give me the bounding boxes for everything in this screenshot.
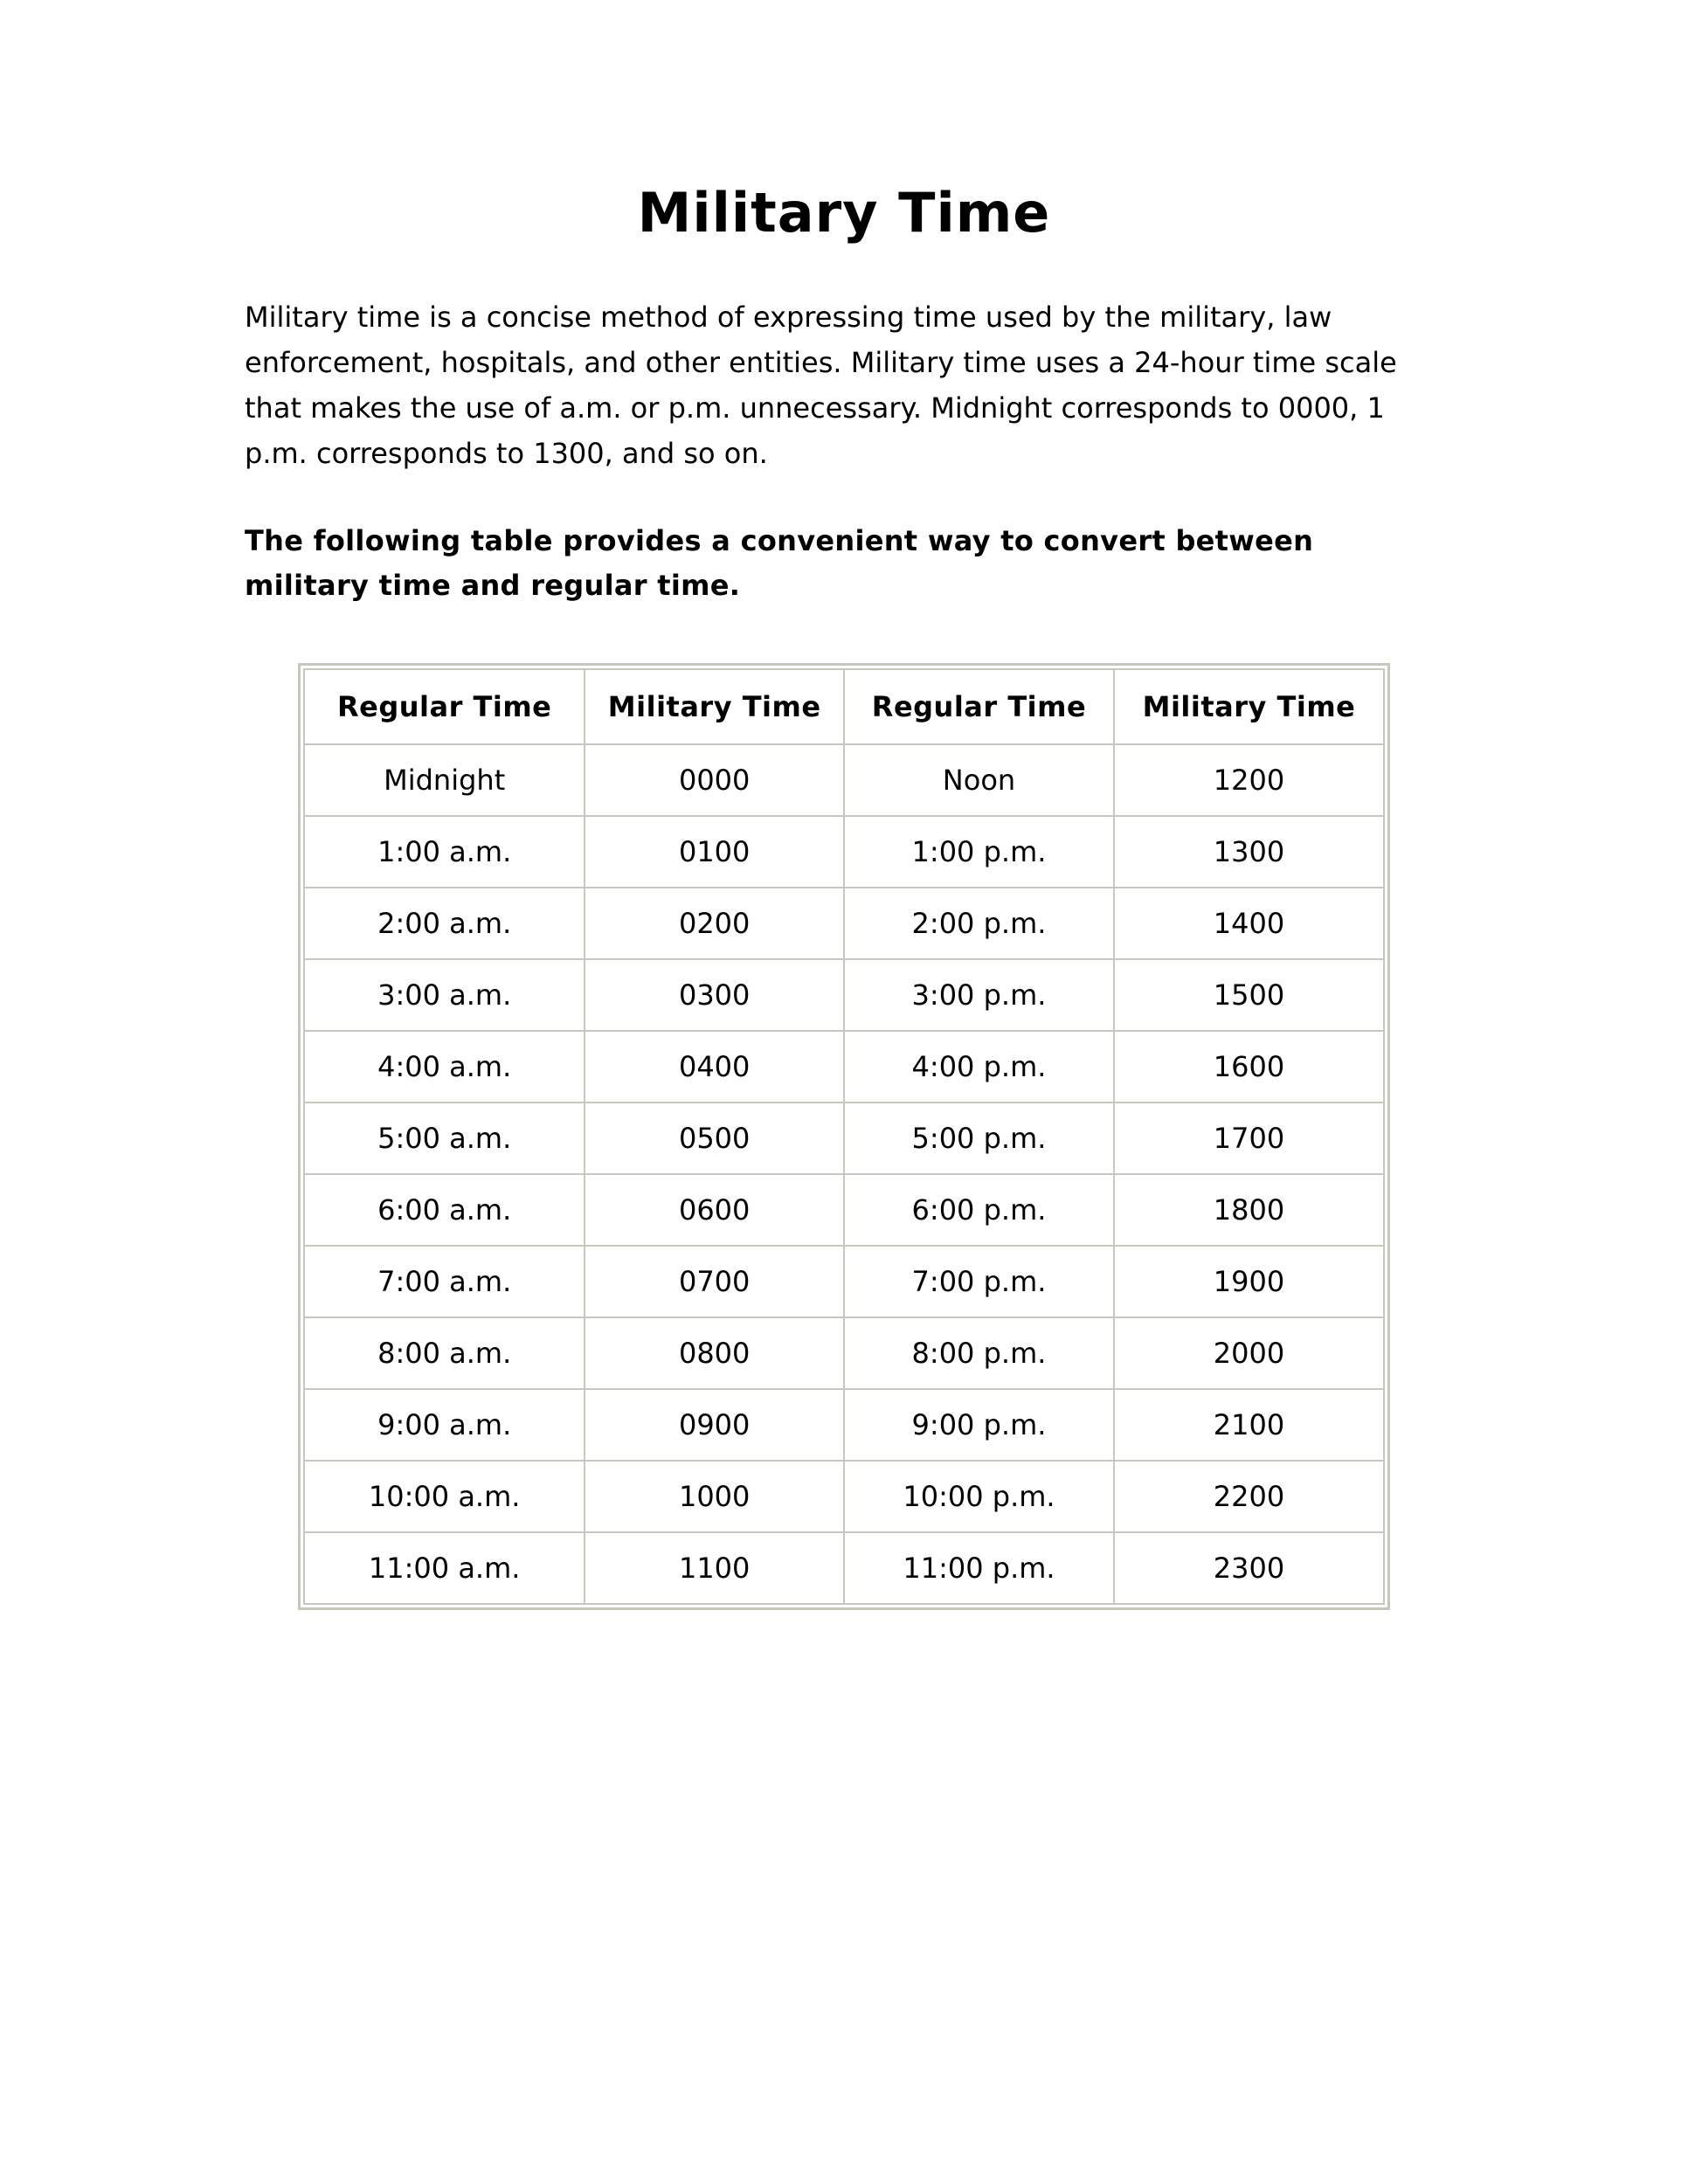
table-cell: 1100 [585, 1532, 844, 1604]
table-cell: 2:00 a.m. [304, 888, 585, 959]
table-row [304, 1389, 1384, 1461]
table-cell: 0800 [585, 1317, 844, 1389]
table-cell: 1500 [1114, 959, 1384, 1031]
table-cell: 2300 [1114, 1532, 1384, 1604]
column-header-military-time-2: Military Time [1114, 669, 1384, 744]
column-header-regular-time-1: Regular Time [304, 669, 585, 744]
table-cell: 1800 [1114, 1174, 1384, 1246]
table-row [304, 1174, 1384, 1246]
table-cell: 0400 [585, 1031, 844, 1102]
table-body [304, 744, 1384, 1604]
table-row [304, 888, 1384, 959]
table-row [304, 1317, 1384, 1389]
time-conversion-table [303, 668, 1385, 1605]
table-cell: 10:00 a.m. [304, 1461, 585, 1532]
table-cell: 1:00 p.m. [844, 816, 1114, 888]
table-cell: 10:00 p.m. [844, 1461, 1114, 1532]
time-conversion-table-container [298, 663, 1390, 1610]
table-row [304, 1102, 1384, 1174]
table-cell: 4:00 a.m. [304, 1031, 585, 1102]
table-cell: 1:00 a.m. [304, 816, 585, 888]
table-row [304, 959, 1384, 1031]
table-cell: Noon [844, 744, 1114, 816]
table-cell: 2:00 p.m. [844, 888, 1114, 959]
table-cell: 0200 [585, 888, 844, 959]
table-cell: 2200 [1114, 1461, 1384, 1532]
table-cell: 1700 [1114, 1102, 1384, 1174]
table-cell: 0700 [585, 1246, 844, 1317]
table-cell: 2100 [1114, 1389, 1384, 1461]
table-cell: 3:00 p.m. [844, 959, 1114, 1031]
table-cell: 0500 [585, 1102, 844, 1174]
table-cell: 0900 [585, 1389, 844, 1461]
table-row [304, 1532, 1384, 1604]
table-cell: 4:00 p.m. [844, 1031, 1114, 1102]
table-row [304, 1461, 1384, 1532]
table-cell: 2000 [1114, 1317, 1384, 1389]
page-title: Military Time [637, 181, 1051, 245]
intro-paragraph: Military time is a concise method of expressing time used by the military, law enforcement, hospitals, and other entities. Military time uses a 24-hour time scale that makes the use of a.m. or p.m. unnecessary. Midnight corresponds to 0000, 1 p.m. corresponds to 1300, and so on. [245, 301, 1397, 470]
table-cell: 7:00 a.m. [304, 1246, 585, 1317]
table-cell: 8:00 p.m. [844, 1317, 1114, 1389]
table-cell: 0300 [585, 959, 844, 1031]
table-row [304, 1246, 1384, 1317]
table-cell: 5:00 a.m. [304, 1102, 585, 1174]
table-cell: 7:00 p.m. [844, 1246, 1114, 1317]
table-cell: 0600 [585, 1174, 844, 1246]
table-cell: 1600 [1114, 1031, 1384, 1102]
table-cell: 1200 [1114, 744, 1384, 816]
table-cell: 6:00 a.m. [304, 1174, 585, 1246]
table-cell: 1000 [585, 1461, 844, 1532]
table-cell: 9:00 p.m. [844, 1389, 1114, 1461]
table-row [304, 1031, 1384, 1102]
table-cell: 6:00 p.m. [844, 1174, 1114, 1246]
table-cell: 11:00 a.m. [304, 1532, 585, 1604]
table-cell: 1400 [1114, 888, 1384, 959]
table-row [304, 744, 1384, 816]
table-cell: 1300 [1114, 816, 1384, 888]
table-cell: 3:00 a.m. [304, 959, 585, 1031]
table-cell: 1900 [1114, 1246, 1384, 1317]
table-cell: Midnight [304, 744, 585, 816]
table-cell: 0000 [585, 744, 844, 816]
table-cell: 0100 [585, 816, 844, 888]
table-header-row [304, 669, 1384, 744]
table-cell: 8:00 a.m. [304, 1317, 585, 1389]
table-row [304, 816, 1384, 888]
table-cell: 11:00 p.m. [844, 1532, 1114, 1604]
lead-paragraph: The following table provides a convenient way to convert between military time and regular time. [245, 523, 1314, 603]
column-header-regular-time-2: Regular Time [844, 669, 1114, 744]
table-cell: 9:00 a.m. [304, 1389, 585, 1461]
column-header-military-time-1: Military Time [585, 669, 844, 744]
table-cell: 5:00 p.m. [844, 1102, 1114, 1174]
